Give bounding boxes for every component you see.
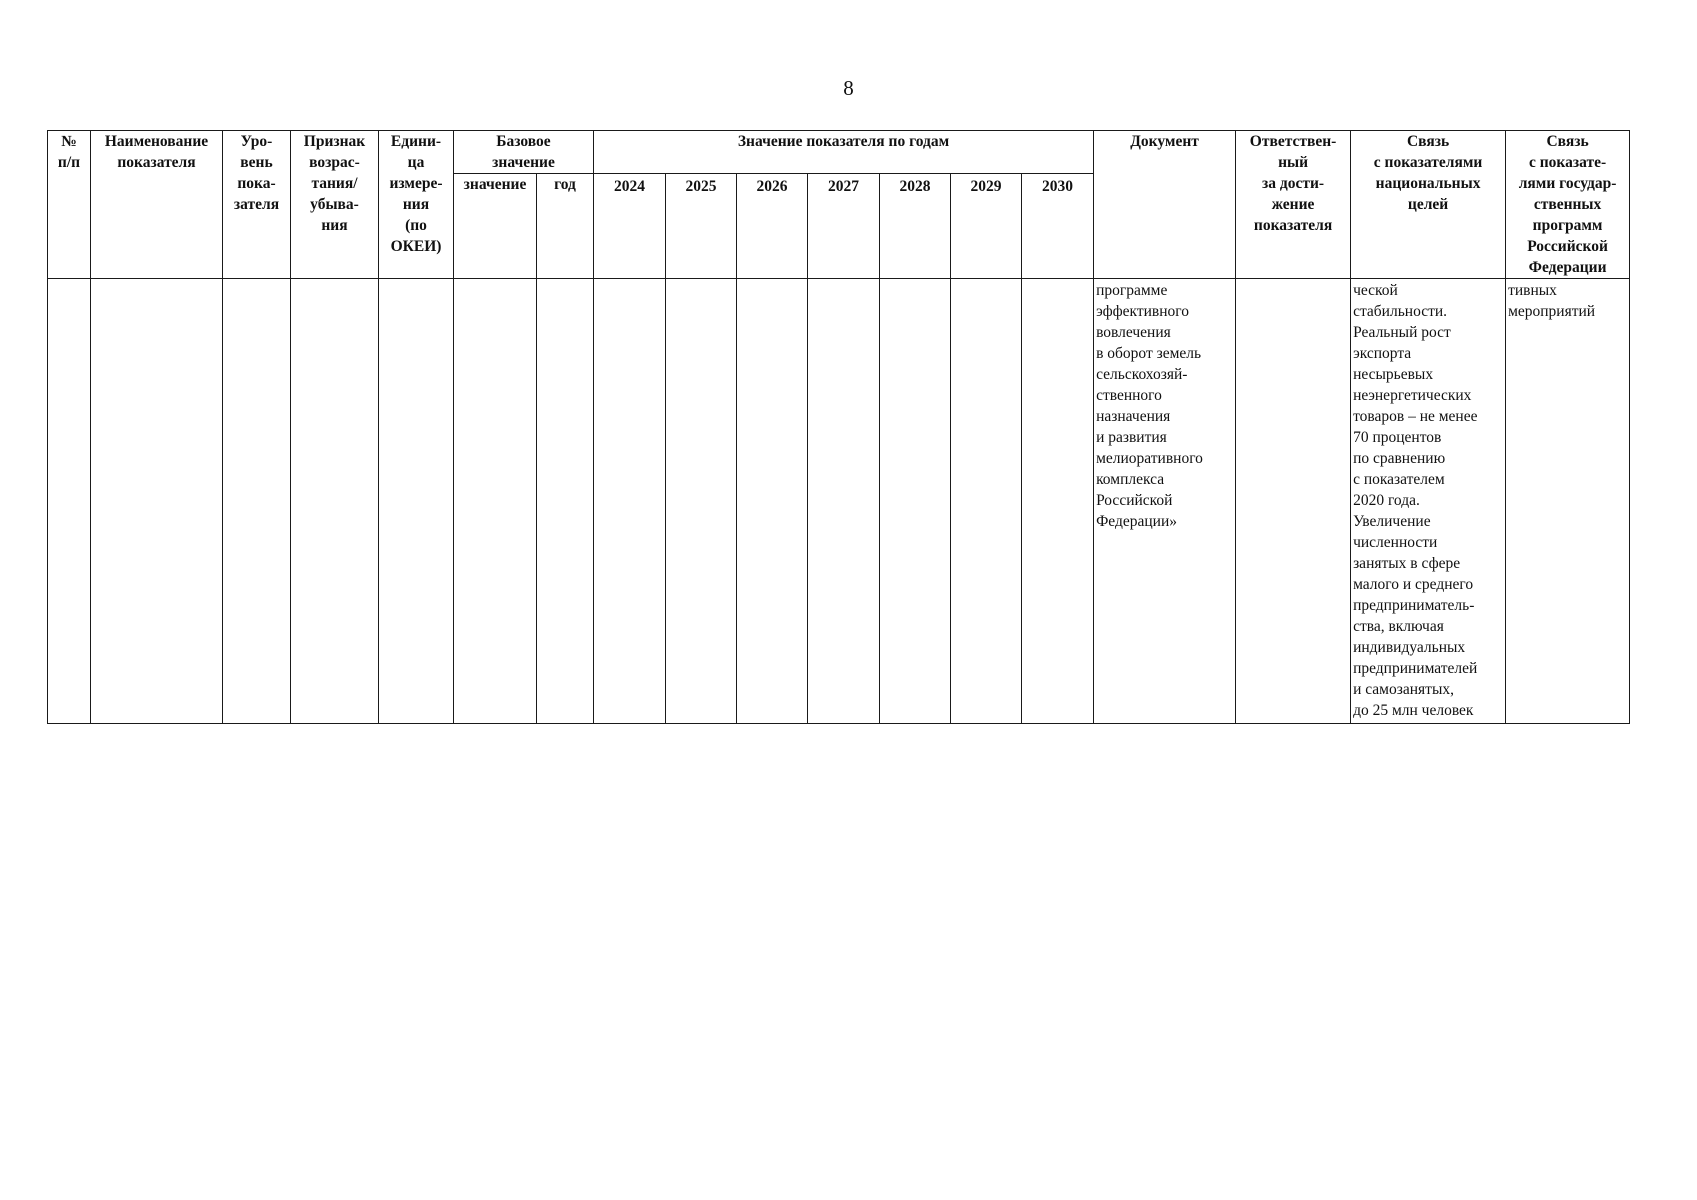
cell-trend <box>291 279 379 724</box>
header-year-2024: 2024 <box>594 174 666 279</box>
header-level: Уро- вень пока- зателя <box>223 131 291 279</box>
indicators-table <box>47 130 1630 724</box>
cell-name <box>91 279 223 724</box>
header-unit: Едини- ца измере- ния (по ОКЕИ) <box>379 131 454 279</box>
table-row <box>48 279 1630 724</box>
header-name: Наименование показателя <box>91 131 223 279</box>
cell-year-2029 <box>951 279 1022 724</box>
cell-base-value <box>454 279 537 724</box>
cell-state-programs: тивных мероприятий <box>1506 279 1630 724</box>
header-national-goals: Связь с показателями национальных целей <box>1351 131 1506 279</box>
cell-level <box>223 279 291 724</box>
header-year-2025: 2025 <box>666 174 737 279</box>
cell-responsible <box>1236 279 1351 724</box>
cell-year-2024 <box>594 279 666 724</box>
header-base-year: год <box>537 174 594 279</box>
header-year-2026: 2026 <box>737 174 808 279</box>
cell-year-2030 <box>1022 279 1094 724</box>
cell-national-goals: ческой стабильности. Реальный рост экспорта несырьевых неэнергетических товаров – не менее 70 процентов по сравнению с показателем 2020 года. Увеличение численности занятых в сфере малого и среднего предприниматель- ства, включая индивидуальных предпринимателей и самозанятых, до 25 млн человек <box>1351 279 1506 724</box>
header-document: Документ <box>1094 131 1236 279</box>
cell-document: программе эффективного вовлечения в оборот земель сельскохозяй- ственного назначения и развития мелиоративного комплекса Российской Федерации» <box>1094 279 1236 724</box>
header-year-2027: 2027 <box>808 174 880 279</box>
cell-year-2028 <box>880 279 951 724</box>
header-state-programs: Связь с показате- лями государ- ственных программ Российской Федерации <box>1506 131 1630 279</box>
cell-year-2026 <box>737 279 808 724</box>
header-base-value: значение <box>454 174 537 279</box>
header-years-group: Значение показателя по годам <box>594 131 1094 174</box>
cell-year-2027 <box>808 279 880 724</box>
header-responsible: Ответствен- ный за дости- жение показателя <box>1236 131 1351 279</box>
header-base: Базовое значение <box>454 131 594 174</box>
cell-year-2025 <box>666 279 737 724</box>
page-number: 8 <box>843 76 854 100</box>
header-year-2028: 2028 <box>880 174 951 279</box>
cell-base-year <box>537 279 594 724</box>
header-num: № п/п <box>48 131 91 279</box>
cell-unit <box>379 279 454 724</box>
header-year-2029: 2029 <box>951 174 1022 279</box>
header-year-2030: 2030 <box>1022 174 1094 279</box>
header-trend: Признак возрас- тания/ убыва- ния <box>291 131 379 279</box>
cell-num <box>48 279 91 724</box>
